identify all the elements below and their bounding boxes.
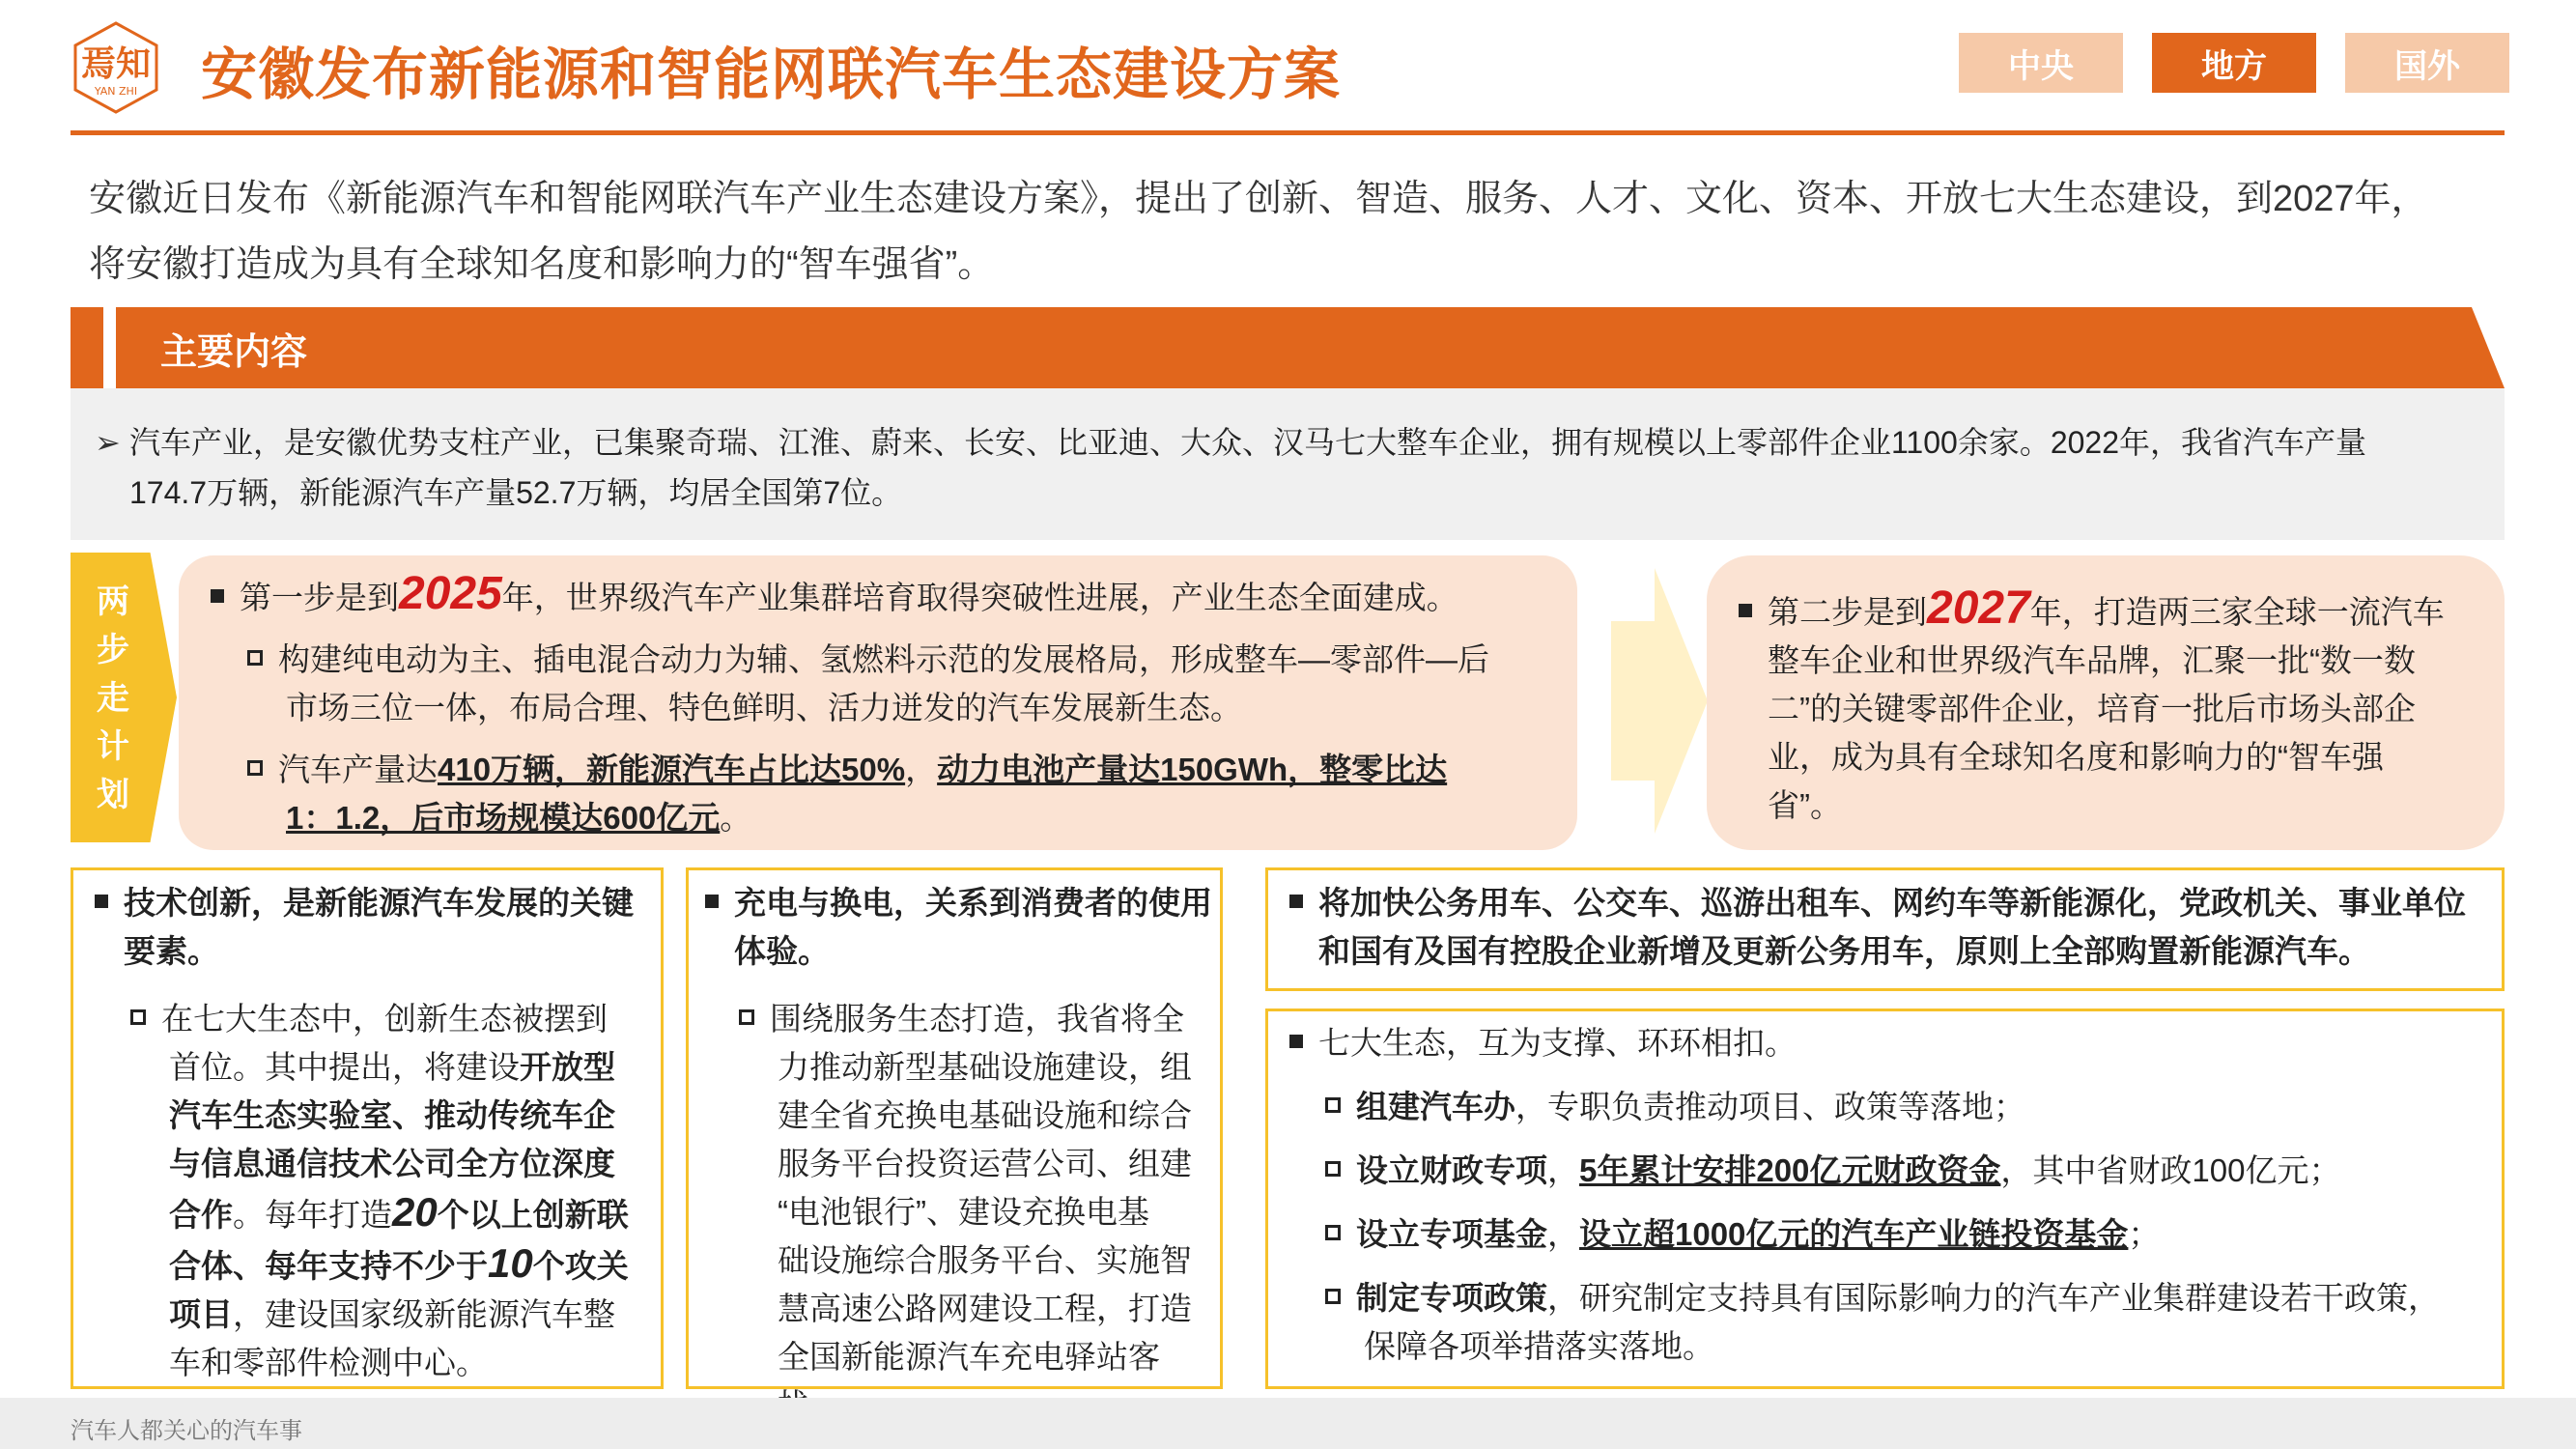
step-one-sub-2-sep: ，	[905, 752, 938, 787]
charging-line: 慧高速公路网建设工程，打造	[778, 1291, 1192, 1326]
seven-ecosystems-heading	[1289, 1019, 2487, 1067]
logo-text: 焉知	[80, 44, 152, 84]
item-bold: 设立专项基金	[1356, 1216, 1547, 1252]
innovation-bold: 合作	[169, 1197, 233, 1233]
step-two-line-5: 省”。	[1768, 787, 1842, 823]
step-arrow-icon	[1611, 568, 1708, 834]
step-one-post: 年，世界级汽车产业集群培育取得突破性进展，产业生态全面建成。	[501, 580, 1458, 615]
square-bullet-icon	[1289, 1035, 1303, 1048]
tag-char: 计	[97, 728, 129, 765]
step-two-line-2: 整车企业和世界级汽车品牌，汇聚一批“数一数	[1768, 642, 2416, 678]
square-bullet-icon	[95, 895, 108, 908]
step-one-sub-1-line-1: 构建纯电动为主、插电混合动力为辅、氢燃料示范的发展格局，形成整车—零部件—后	[278, 641, 1489, 677]
step-one-year: 2025	[399, 568, 502, 619]
item-text: ，专职负责推动项目、政策等落地；	[1515, 1089, 2025, 1124]
step-two-line-4: 业，成为具有全球知名度和影响力的“智车强	[1768, 739, 2384, 775]
intro-line-1: 安徽近日发布《新能源汽车和智能网联汽车产业生态建设方案》，提出了创新、智造、服务、人才、文化、资本、开放七大生态建设，到2027年，	[89, 179, 2428, 219]
list-item	[1325, 1210, 2484, 1259]
item-sep: ，	[1547, 1152, 1579, 1188]
intro-line-2: 将安徽打造成为具有全球知名度和影响力的“智车强省”。	[89, 244, 995, 285]
tag-char: 两	[97, 583, 129, 620]
footer-text: 汽车人都关心的汽车事	[71, 1418, 302, 1444]
item-text: 保障各项举措落实落地。	[1364, 1328, 1714, 1364]
step-one-headline	[211, 570, 1563, 622]
square-bullet-icon	[211, 589, 224, 603]
item-bold: 组建汽车办	[1356, 1089, 1515, 1124]
official-vehicles-line-2: 和国有及国有控股企业新增及更新公务用车，原则上全部购置新能源汽车。	[1318, 933, 2370, 969]
item-text: ；	[2128, 1216, 2161, 1252]
square-bullet-icon	[705, 895, 719, 908]
tag-char: 划	[97, 777, 129, 813]
charging-heading	[705, 879, 1212, 976]
charging-line: 建全省充换电基础设施和综合	[778, 1097, 1192, 1133]
step-two-line-3: 二”的关键零部件企业，培育一批后市场头部企	[1768, 691, 2416, 726]
industry-text	[95, 417, 2480, 518]
hollow-square-bullet-icon	[1325, 1289, 1341, 1304]
step-two-post: 年，打造两三家全球一流汽车	[2029, 594, 2445, 630]
hollow-square-bullet-icon	[247, 650, 263, 666]
charging-body	[739, 995, 1212, 1430]
item-bold: 制定专项政策	[1356, 1280, 1547, 1316]
list-item	[1325, 1274, 2484, 1371]
official-vehicles-text	[1289, 879, 2497, 976]
header-divider	[71, 130, 2505, 135]
item-underline: 设立超1000亿元的汽车产业链投资基金	[1579, 1216, 2129, 1252]
hollow-square-bullet-icon	[1325, 1097, 1341, 1113]
hollow-square-bullet-icon	[130, 1009, 146, 1025]
step-one-sub-2	[247, 746, 1561, 842]
hollow-square-bullet-icon	[739, 1009, 754, 1025]
step-one-sub-1	[247, 636, 1561, 732]
step-one-sub-1-line-2: 市场三位一体，布局合理、特色鲜明、活力迸发的汽车发展新生态。	[286, 690, 1242, 725]
region-tabs	[1959, 33, 2509, 93]
list-item	[1325, 1147, 2484, 1195]
innovation-number: 10	[488, 1240, 533, 1286]
footer-bar	[0, 1398, 2576, 1449]
step-two-year: 2027	[1927, 582, 2030, 634]
tab-central[interactable]: 中央	[1959, 33, 2123, 93]
section-title: 主要内容	[160, 332, 308, 373]
step-one-target-output: 410万辆，新能源汽车占比达50%	[438, 752, 906, 787]
charging-line: 力推动新型基础设施建设，组	[778, 1049, 1192, 1085]
yanzhi-logo	[68, 19, 164, 116]
list-item	[1325, 1083, 2484, 1131]
innovation-line: 在七大生态中，创新生态被摆到	[161, 1001, 608, 1037]
innovation-bold: 个以上创新联	[437, 1197, 629, 1233]
innovation-bold: 合体、每年支持不少于	[169, 1248, 488, 1284]
innovation-line: 首位。其中提出，将建设	[169, 1049, 520, 1085]
industry-line-2: 174.7万辆，新能源汽车产量52.7万辆，均居全国第7位。	[129, 475, 903, 510]
charging-line: 础设施综合服务平台、实施智	[778, 1242, 1192, 1278]
industry-line-1: 汽车产业，是安徽优势支柱产业，已集聚奇瑞、江淮、蔚来、长安、比亚迪、大众、汉马七大整车企业，拥有规模以上零部件企业1100余家。2022年，我省汽车产量	[129, 425, 2367, 460]
innovation-heading-line-2: 要素。	[124, 933, 219, 969]
hollow-square-bullet-icon	[1325, 1225, 1341, 1240]
charging-heading-line-2: 体验。	[734, 933, 830, 969]
arrow-bullet-icon: ➢	[95, 425, 121, 460]
charging-line: 服务平台投资运营公司、组建	[778, 1146, 1192, 1181]
item-bold: 设立财政专项	[1356, 1152, 1547, 1188]
innovation-line: 。每年打造	[233, 1197, 392, 1233]
step-one-sub-2-pre: 汽车产量达	[278, 752, 438, 787]
charging-line: 围绕服务生态打造，我省将全	[770, 1001, 1184, 1037]
step-one-pre: 第一步是到	[240, 580, 399, 615]
innovation-line: ，建设国家级新能源汽车整	[233, 1296, 615, 1332]
innovation-line: 车和零部件检测中心。	[169, 1345, 488, 1380]
section-band-accent	[71, 307, 103, 388]
innovation-bold: 个攻关	[532, 1248, 629, 1284]
innovation-line: 与信息通信技术公司全方位深度	[169, 1146, 615, 1181]
item-text: ，研究制定支持具有国际影响力的汽车产业集群建设若干政策，	[1547, 1280, 2440, 1316]
step-two-pre: 第二步是到	[1768, 594, 1927, 630]
square-bullet-icon	[1739, 604, 1752, 617]
tab-foreign[interactable]: 国外	[2345, 33, 2509, 93]
step-one-sub-2-end: 。	[720, 800, 752, 836]
two-step-tag-text	[89, 578, 137, 819]
tag-char: 走	[97, 680, 129, 717]
page-title: 安徽发布新能源和智能网联汽车生态建设方案	[201, 43, 1342, 106]
item-underline: 5年累计安排200亿元财政资金	[1579, 1152, 2001, 1188]
charging-heading-line-1: 充电与换电，关系到消费者的使用	[734, 885, 1212, 921]
step-two-text	[1739, 584, 2473, 830]
innovation-heading-line-1: 技术创新，是新能源汽车发展的关键	[124, 885, 634, 921]
item-sep: ，	[1547, 1216, 1579, 1252]
innovation-number: 20	[392, 1189, 438, 1235]
item-text: ，其中省财政100亿元；	[2000, 1152, 2341, 1188]
step-one-target-aftermarket: 1：1.2，后市场规模达600亿元	[286, 800, 721, 836]
innovation-line: 汽车生态实验室、推动传统车企	[169, 1097, 615, 1133]
seven-ecosystems-list	[1325, 1083, 2484, 1386]
step-one-target-battery: 动力电池产量达150GWh，整零比达	[937, 752, 1448, 787]
innovation-bold: 开放型	[520, 1049, 615, 1085]
innovation-body	[130, 995, 642, 1387]
tab-local[interactable]: 地方	[2152, 33, 2316, 93]
official-vehicles-line-1: 将加快公务用车、公交车、巡游出租车、网约车等新能源化，党政机关、事业单位	[1318, 885, 2466, 921]
square-bullet-icon	[1289, 895, 1303, 908]
hollow-square-bullet-icon	[1325, 1161, 1341, 1177]
tag-char: 步	[97, 632, 129, 668]
charging-line: “电池银行”、建设充换电基	[778, 1194, 1149, 1230]
innovation-bold: 项目	[169, 1296, 233, 1332]
seven-ecosystems-heading-text: 七大生态，互为支撑、环环相扣。	[1318, 1025, 1797, 1061]
section-band	[116, 307, 2505, 388]
innovation-heading	[95, 879, 650, 976]
hollow-square-bullet-icon	[247, 760, 263, 776]
intro-paragraph	[89, 166, 2504, 298]
logo-sub: YAN ZHI	[94, 85, 138, 98]
charging-line: 全国新能源汽车充电驿站客	[778, 1339, 1160, 1375]
